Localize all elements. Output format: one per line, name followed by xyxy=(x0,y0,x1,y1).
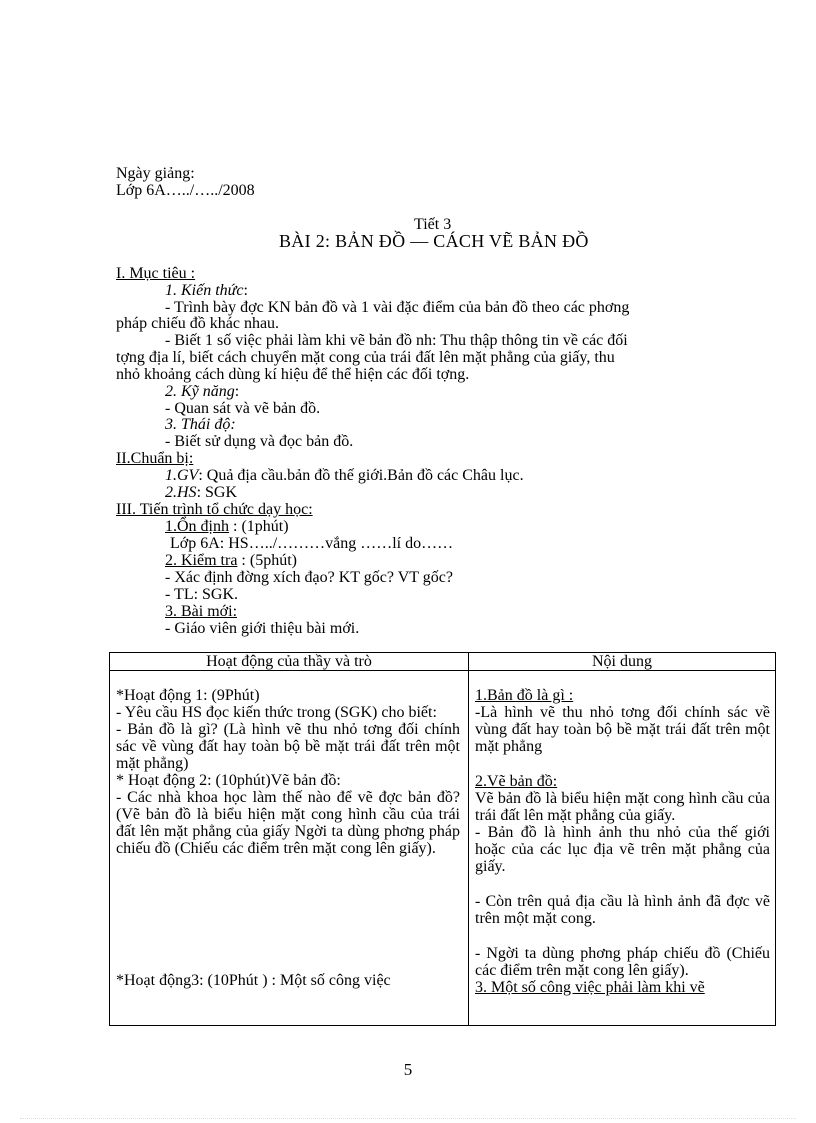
student-prep-line xyxy=(165,484,237,501)
teacher-label: 1.GV xyxy=(165,467,199,484)
attitude-line: - Biết sử dụng và đọc bản đồ. xyxy=(165,433,354,450)
section-1-text: -Là hình vẽ thu nhỏ tơng đối chính sác về vùng đất hay toàn bộ bề mặt trái đất trên một mặt phẳng xyxy=(475,704,770,755)
knowledge-line-5: nhỏ khoảng cách dùng kí hiệu để thể hiện các đối tợng. xyxy=(116,366,470,383)
section-2-text-4: - Ngời ta dùng phơng pháp chiếu đồ (Chiếu các điểm trên mặt cong lên giấy). xyxy=(475,945,770,979)
teacher-prep-text: : Quả địa cầu.bản đồ thế giới.Bản đồ các Châu lục. xyxy=(198,467,524,484)
class-stabilization-line xyxy=(165,518,289,535)
attitude-subheading: 3. Thái độ: xyxy=(165,416,236,433)
knowledge-line-1: - Trình bày đợc KN bản đồ và 1 vài đặc điểm của bản đồ theo các phơng xyxy=(165,299,630,316)
table-header-row xyxy=(110,653,776,671)
knowledge-line-4: tợng địa lí, biết cách chuyển mặt cong của trái đất lên mặt phẳng của giấy, thu xyxy=(116,349,615,366)
activity-1-question: - Bản đồ là gì? (Là hình vẽ thu nhỏ tơng đối chính sác về vùng đất hay toàn bộ bề mặt trái đất trên một mặt phẳng) xyxy=(116,721,460,772)
section-3-heading: 3. Một số công việc phải làm khi vẽ xyxy=(475,979,705,996)
student-label: 2.HS xyxy=(165,484,197,501)
check-label: 2. Kiểm tra xyxy=(165,552,238,569)
knowledge-line-3: - Biết 1 số việc phải làm khi vẽ bản đồ nh: Thu thập thông tin về các đối xyxy=(165,332,628,349)
table-row xyxy=(110,671,776,1026)
skills-line: - Quan sát và vẽ bản đồ. xyxy=(165,400,321,417)
activity-1-title: *Hoạt động 1: (9Phút) xyxy=(116,687,260,704)
page-bottom-divider xyxy=(20,1118,796,1119)
objectives-heading: I. Mục tiêu : xyxy=(116,265,196,282)
lesson-number: Tiết 3 xyxy=(414,216,452,233)
class-date-line: Lớp 6A…../…../2008 xyxy=(116,182,255,199)
skills-subheading xyxy=(165,383,239,400)
skills-label: 2. Kỹ năng xyxy=(165,383,235,400)
preparation-heading: II.Chuẩn bị: xyxy=(116,450,194,467)
stabilization-time: : (1phút) xyxy=(229,518,289,535)
section-1-heading: 1.Bản đồ là gì : xyxy=(475,687,574,704)
header-activities: Hoạt động của thầy và trò xyxy=(110,653,469,671)
knowledge-subheading xyxy=(165,282,248,299)
activity-2-question: - Các nhà khoa học làm thế nào để vẽ đợc bản đồ? (Vẽ bản đồ là biểu hiện mặt cong hình cầu của trái đất lên mặt phẳng của giấy Ngời ta dùng phơng pháp chiếu đồ (Chiếu các điểm trên mặt cong lên giấy). xyxy=(116,789,460,857)
section-2-text-1: Vẽ bản đồ là biểu hiện mặt cong hình cầu của trái đất lên mặt phẳng của giấy. xyxy=(475,790,770,824)
check-question: - Xác định đờng xích đạo? KT gốc? VT gốc? xyxy=(165,569,453,586)
skills-colon: : xyxy=(234,383,240,400)
activity-3-title: *Hoạt động3: (10Phút ) : Một số công việc xyxy=(116,972,391,989)
new-lesson-line: - Giáo viên giới thiệu bài mới. xyxy=(165,620,360,637)
stabilization-label: 1.Ổn định xyxy=(165,518,229,535)
activities-cell xyxy=(110,671,469,1026)
header-content: Nội dung xyxy=(469,653,776,671)
section-2-text-3: - Còn trên quả địa cầu là hình ảnh đã đợc vẽ trên một mặt cong. xyxy=(475,893,770,927)
knowledge-label: 1. Kiến thức xyxy=(165,282,244,299)
teacher-prep-line xyxy=(165,467,524,484)
knowledge-colon: : xyxy=(243,282,248,299)
procedure-heading: III. Tiến trình tổ chức dạy học: xyxy=(116,501,313,518)
check-line xyxy=(165,552,297,569)
section-2-heading: 2.Vẽ bản đồ: xyxy=(475,773,558,790)
activity-1-request: - Yêu cầu HS đọc kiến thức trong (SGK) cho biết: xyxy=(116,704,437,721)
page-number: 5 xyxy=(403,1060,413,1079)
check-time: : (5phút) xyxy=(237,552,297,569)
check-answer: - TL: SGK. xyxy=(165,586,239,603)
student-prep-text: : SGK xyxy=(196,484,238,501)
attendance-line: Lớp 6A: HS…../………vắng ……lí do…… xyxy=(170,535,454,552)
section-2-text-2: - Bản đồ là hình ảnh thu nhỏ của thế giới hoặc của các lục địa vẽ trên mặt phẳng của giấy. xyxy=(475,824,770,875)
new-lesson-label: 3. Bài mới: xyxy=(165,603,238,620)
activity-table xyxy=(109,652,776,1026)
teaching-date-label: Ngày giảng: xyxy=(116,165,195,182)
activity-2-title: * Hoạt động 2: (10phút)Vẽ bản đồ: xyxy=(116,772,341,789)
lesson-title: BÀI 2: BẢN ĐỒ — CÁCH VẼ BẢN ĐỒ xyxy=(279,231,589,251)
knowledge-line-2: pháp chiếu đồ khác nhau. xyxy=(116,315,280,332)
content-cell xyxy=(469,671,776,1026)
